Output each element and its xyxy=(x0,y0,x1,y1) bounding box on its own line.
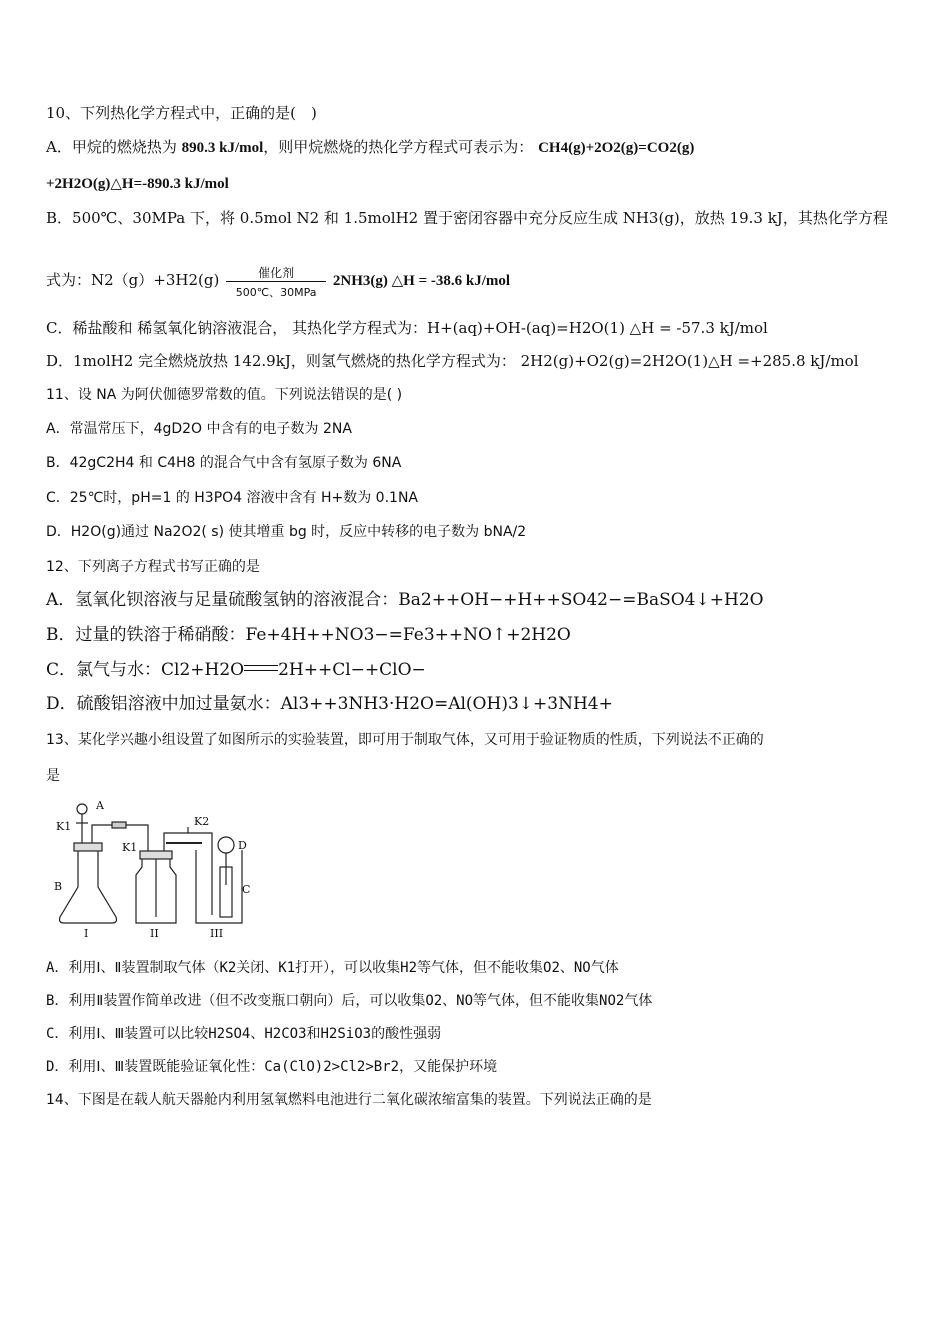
label-I: I xyxy=(84,927,89,940)
q12-option-b: B．过量的铁溶于稀硝酸：Fe+4H++NO3−=Fe3++NO↑+2H2O xyxy=(46,625,571,645)
q11-option-c: C．25℃时，pH=1 的 H3PO4 溶液中含有 H+数为 0.1NA xyxy=(46,490,418,506)
q10-option-a: A．甲烷的燃烧热为 890.3 kJ/mol，则甲烷燃烧的热化学方程式可表示为： CH4(g)+2O2(g)=CO2(g) xyxy=(46,138,695,156)
label-A: A xyxy=(96,799,104,812)
q13-option-d: D．利用Ⅰ、Ⅲ装置既能验证氧化性：Ca(ClO)2>Cl2>Br2，又能保护环境 xyxy=(46,1059,498,1075)
q13-option-b: B．利用Ⅱ装置作简单改进（但不改变瓶口朝向）后，可以收集O2、NO等气体，但不能收集NO2气体 xyxy=(46,993,653,1009)
q14-stem: 14、下图是在载人航天器舱内利用氢氧燃料电池进行二氧化碳浓缩富集的装置。下列说法正确的是 xyxy=(46,1092,652,1108)
q13-stem-cont: 是 xyxy=(46,768,60,784)
q11-option-d: D．H2O(g)通过 Na2O2( s) 使其增重 bg 时，反应中转移的电子数为 bNA/2 xyxy=(46,524,527,540)
q10-option-b: B．500℃、30MPa 下，将 0.5mol N2 和 1.5molH2 置于密闭容器中充分反应生成 NH3(g)，放热 19.3 kJ，其热化学方程 xyxy=(46,209,888,227)
q10-option-d: D．1molH2 完全燃烧放热 142.9kJ，则氢气燃烧的热化学方程式为： 2H2(g)+O2(g)=2H2O(1)△H =+285.8 kJ/mol xyxy=(46,352,859,370)
label-K1-a: K1 xyxy=(56,820,72,833)
q11-option-b: B．42gC2H4 和 C4H8 的混合气中含有氢原子数为 6NA xyxy=(46,455,402,471)
label-K1-b: K1 xyxy=(122,841,138,854)
q13-stem: 13、某化学兴趣小组设置了如图所示的实验装置，即可用于制取气体，又可用于验证物质的性质，下列说法不正确的 xyxy=(46,732,764,748)
q13-option-a: A．利用Ⅰ、Ⅱ装置制取气体（K2关闭、K1打开），可以收集H2等气体，但不能收集O2、NO气体 xyxy=(46,960,619,976)
lab-apparatus-figure xyxy=(52,795,270,940)
label-D: D xyxy=(238,839,247,852)
q12-stem: 12、下列离子方程式书写正确的是 xyxy=(46,559,260,575)
q10-option-a-cont: +2H2O(g)△H=-890.3 kJ/mol xyxy=(46,176,229,192)
q11-stem: 11、设 NA 为阿伏伽德罗常数的值。下列说法错误的是( ) xyxy=(46,387,403,403)
label-II: II xyxy=(150,927,159,940)
label-K2: K2 xyxy=(194,815,210,828)
equilibrium-arrow-icon xyxy=(244,663,278,673)
q10-stem: 10、下列热化学方程式中，正确的是( ) xyxy=(46,104,317,122)
q10-option-b-equation: 式为：N2（g）+3H2(g) 催化剂 500℃、30MPa 2NH3(g) △H = -38.6 kJ/mol xyxy=(46,263,510,297)
q12-option-c: C．氯气与水：Cl2+H2O 2H++Cl−+ClO− xyxy=(46,660,426,680)
q12-option-a: A．氢氧化钡溶液与足量硫酸氢钠的溶液混合：Ba2++OH−+H++SO42−=BaSO4↓+H2O xyxy=(46,590,764,610)
label-III: III xyxy=(210,927,224,940)
q10-option-c: C．稀盐酸和 稀氢氧化钠溶液混合， 其热化学方程式为：H+(aq)+OH-(aq)=H2O(1) △H = -57.3 kJ/mol xyxy=(46,319,768,337)
q12-option-d: D．硫酸铝溶液中加过量氨水：Al3++3NH3·H2O=Al(OH)3↓+3NH4+ xyxy=(46,694,613,714)
q13-option-c: C．利用Ⅰ、Ⅲ装置可以比较H2SO4、H2CO3和H2SiO3的酸性强弱 xyxy=(46,1026,442,1042)
label-B: B xyxy=(54,880,63,893)
catalyst-arrow: 催化剂 500℃、30MPa xyxy=(226,263,326,297)
label-C: C xyxy=(242,883,251,896)
q11-option-a: A．常温常压下，4gD2O 中含有的电子数为 2NA xyxy=(46,421,352,437)
